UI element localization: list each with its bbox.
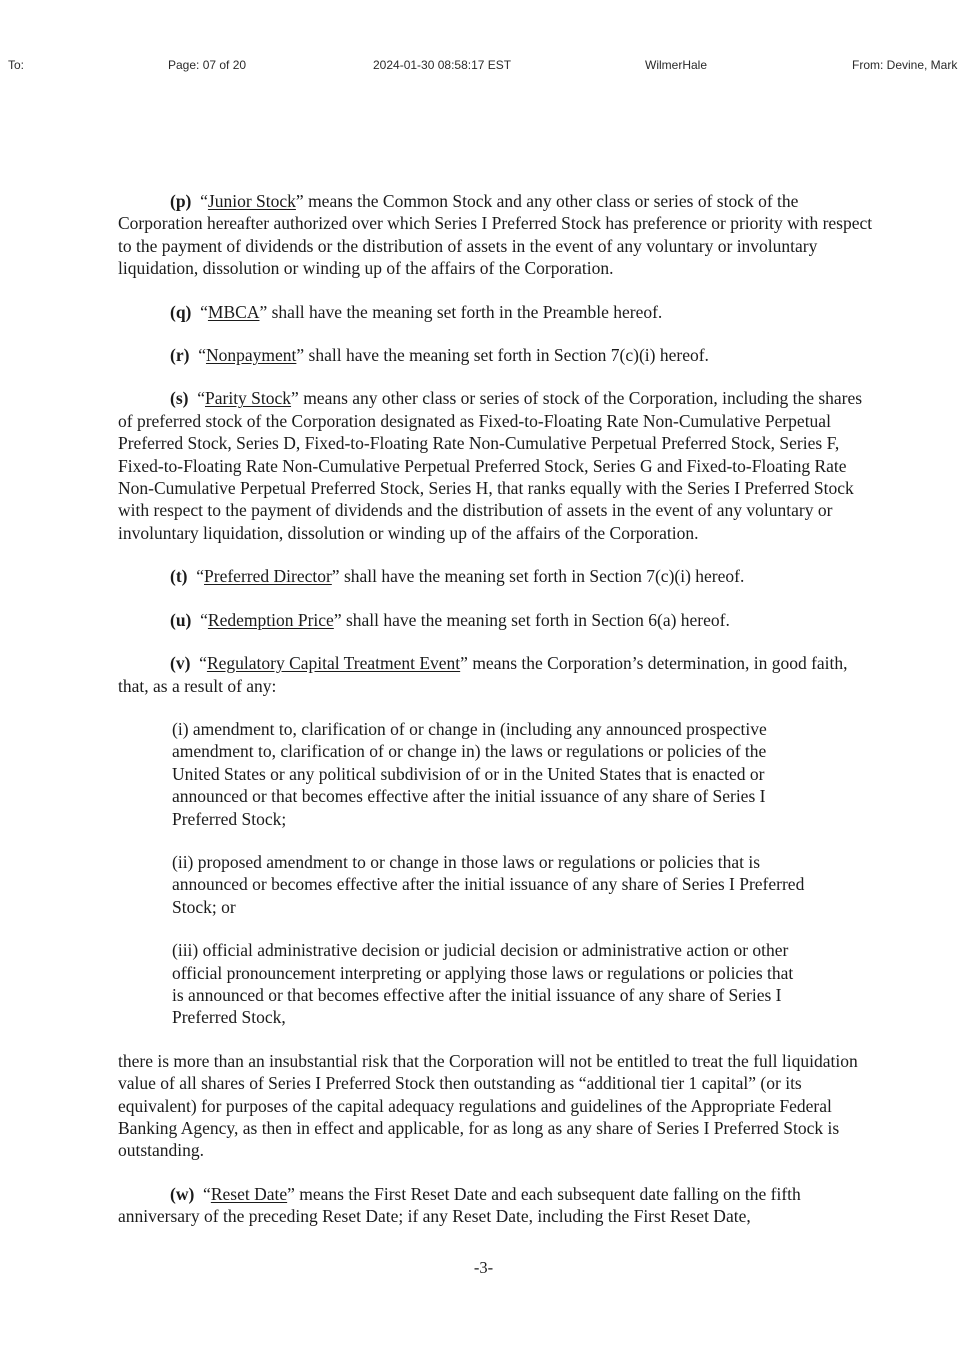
paragraph-marker: (t) [170, 566, 188, 587]
paragraph-marker: (r) [170, 345, 190, 366]
definition-p [118, 190, 878, 280]
paragraph-text: (iii) official administrative decision or judicial decision or administrative action or other official pronouncement interpreting or applying those laws or regulations or policies that is announced or that becomes effective after the initial issuance of any share of Series I Preferred Stock, [172, 940, 798, 1028]
continuation-v [118, 1050, 878, 1162]
defined-term: Reset Date [210, 1183, 288, 1204]
paragraph-text: there is more than an insubstantial risk that the Corporation will not be entitled to treat the full liquidation value of all shares of Series I Preferred Stock then outstanding as “additional tier 1 capital” (or its equivalent) for purposes of the capital adequacy regulations and guidelines of the Appropriate Federal Banking Agency, as then in effect and applicable, for as long as any share of Series I Preferred Stock is outstanding. [118, 1050, 863, 1161]
definition-v [118, 652, 878, 697]
paragraph-text: “ [194, 1183, 211, 1204]
definition-t [118, 565, 878, 587]
definition-u [118, 609, 878, 631]
paragraph-text: ” means the Common Stock and any other class or series of stock of the Corporation hereafter authorized over which Series I Preferred Stock has preference or priority with respect to the payment of dividends or the distribution of assets in the event of any voluntary or involuntary liquidation, dissolution or winding up of the affairs of the Corporation. [118, 191, 877, 279]
paragraph-marker: (w) [170, 1183, 195, 1204]
fax-from-label: From: Devine, Mark [852, 58, 958, 72]
paragraph-text: ” shall have the meaning set forth in the Preamble hereof. [259, 301, 663, 322]
definition-r [118, 344, 878, 366]
paragraph-text: (ii) proposed amendment to or change in those laws or regulations or policies that is announced or becomes effective after the initial issuance of any share of Series I Preferred Stock; or [172, 851, 809, 917]
paragraph-text: “ [191, 191, 208, 211]
paragraph-text: “ [190, 653, 207, 674]
paragraph-marker: (s) [170, 388, 189, 409]
fax-to-label: To: [8, 58, 25, 72]
clause-i [172, 718, 806, 830]
paragraph-marker: (p) [170, 191, 192, 211]
paragraph-text: ” means any other class or series of stock of the Corporation, including the shares of preferred stock of the Corporation designated as Fixed-to-Floating Rate Non-Cumulative Perpetual Preferred Stock, Series D, Fixed-to-Floating Rate Non-Cumulative Perpetual Preferred Stock, Series F, Fixed-to-Floating Rate Non-Cumulative Perpetual Preferred Stock, Series G and Fixed-to-Floating Rate Non-Cumulative Perpetual Preferred Stock, Series H, that ranks equally with the Series I Preferred Stock with respect to the payment of dividends and the distribution of assets in the event of any voluntary or involuntary liquidation, dissolution or winding up of the affairs of the Corporation. [118, 388, 867, 543]
defined-term: Regulatory Capital Treatment Event [206, 653, 461, 674]
paragraph-text: “ [189, 345, 206, 366]
defined-term: Parity Stock [205, 388, 292, 409]
fax-sender-firm: WilmerHale [645, 58, 708, 72]
clause-iii [172, 939, 806, 1029]
fax-timestamp: 2024-01-30 08:58:17 EST [373, 58, 512, 72]
defined-term: Redemption Price [207, 609, 334, 630]
fax-page-info: Page: 07 of 20 [168, 58, 247, 72]
defined-term: MBCA [207, 301, 260, 322]
paragraph-text: ” means the Corporation’s determination, in good faith, that, as a result of any: [118, 653, 852, 696]
paragraph-marker: (u) [170, 609, 192, 630]
paragraph-text: ” shall have the meaning set forth in Section 7(c)(i) hereof. [331, 566, 745, 587]
defined-term: Nonpayment [205, 345, 297, 366]
defined-term: Junior Stock [207, 191, 296, 211]
paragraph-text: “ [191, 301, 208, 322]
paragraph-text: ” shall have the meaning set forth in Section 6(a) hereof. [333, 609, 730, 630]
definition-w [118, 1183, 878, 1228]
paragraph-text: (i) amendment to, clarification of or change in (including any announced prospective amendment to, clarification of or change in) the laws or regulations or policies of the United States or any political subdivision of or in the United States that is enacted or announced or that becomes effective after the initial issuance of any share of Series I Preferred Stock; [172, 718, 772, 829]
paragraph-text: ” shall have the meaning set forth in Section 7(c)(i) hereof. [296, 345, 709, 366]
fax-header [0, 58, 967, 76]
paragraph-text: ” means the First Reset Date and each subsequent date falling on the fifth anniversary of the preceding Reset Date; if any Reset Date, including the First Reset Date, [118, 1183, 806, 1227]
definition-q [118, 301, 878, 323]
paragraph-text: “ [191, 609, 208, 630]
definition-s [118, 387, 878, 544]
document-body [118, 190, 878, 1249]
paragraph-marker: (q) [170, 301, 192, 322]
paragraph-text: “ [188, 388, 205, 409]
paragraph-marker: (v) [170, 653, 191, 674]
defined-term: Preferred Director [204, 566, 332, 587]
page-number: -3- [473, 1258, 494, 1277]
clause-ii [172, 851, 809, 918]
paragraph-text: “ [187, 566, 205, 587]
